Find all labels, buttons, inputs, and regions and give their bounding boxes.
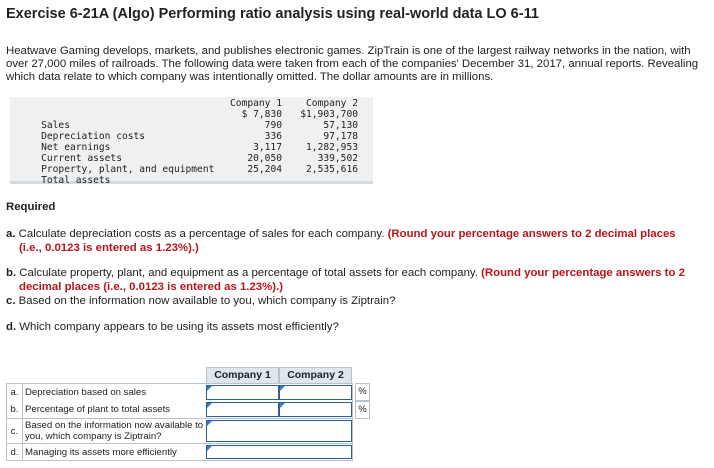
row-value: 20,050 xyxy=(247,153,282,164)
answer-grid xyxy=(6,367,368,461)
rounding-note-cont: decimal places (i.e., 0.0123 is entered as 1.23%).) xyxy=(19,280,284,293)
page-title: Exercise 6-21A (Algo) Performing ratio analysis using real-world data LO 6-11 xyxy=(6,6,539,22)
row-value: 57,130 xyxy=(323,120,358,131)
company1-depreciation-input[interactable] xyxy=(206,385,279,400)
question-letter: a. xyxy=(6,228,16,240)
company2-depreciation-input[interactable] xyxy=(279,385,352,400)
question-letter: d. xyxy=(6,321,17,333)
col1-header: Company 1 xyxy=(230,98,282,109)
rounding-note: (Round your percentage answers to 2 decimal places xyxy=(387,228,676,240)
company1-plant-input[interactable] xyxy=(206,402,279,417)
row-label: Depreciation costs xyxy=(41,130,146,142)
intro-paragraph: Heatwave Gaming develops, markets, and publishes electronic games. ZipTrain is one of the largest railway networks in the nation, with over 27,000 miles of railroads. The following data were taken from each of the companies' December 31, 2017, annual reports. Revealing which data relate to which company was intentionally omitted. The dollar amounts are in millions. xyxy=(6,45,699,84)
question-text: Calculate property, plant, and equipment as a percentage of total assets for each company. xyxy=(19,267,478,279)
answer-col2-header: Company 2 xyxy=(279,367,352,384)
company2-plant-input[interactable] xyxy=(279,402,352,417)
row-value: 336 xyxy=(264,131,282,142)
row-value: 25,204 xyxy=(247,164,282,175)
financial-data-table xyxy=(10,97,373,184)
question-c xyxy=(6,295,706,309)
required-heading: Required xyxy=(6,201,56,213)
row-label: Sales xyxy=(41,119,70,131)
col2-header: Company 2 xyxy=(306,98,358,109)
rounding-note-cont: (i.e., 0.0123 is entered as 1.23%).) xyxy=(19,241,199,254)
answer-row xyxy=(6,419,353,444)
row-label: Current assets xyxy=(41,152,122,164)
row-value: 339,502 xyxy=(317,153,358,164)
row-letter: c. xyxy=(7,419,23,443)
percent-unit: % xyxy=(355,383,370,401)
data-row xyxy=(18,165,110,198)
row-description: Depreciation based on sales xyxy=(25,387,147,398)
row-description: Percentage of plant to total assets xyxy=(25,404,171,415)
row-letter: a. xyxy=(7,384,23,401)
percent-unit: % xyxy=(355,401,370,419)
question-letter: c. xyxy=(6,295,16,307)
answer-col1-header: Company 1 xyxy=(206,367,279,384)
row-description: Based on the information now available to you, which company is Ziptrain? xyxy=(25,420,204,442)
question-text: Based on the information now available to you, which company is Ziptrain? xyxy=(18,295,396,307)
row-value: 2,535,616 xyxy=(306,164,358,175)
row-value: $1,903,700 xyxy=(300,109,358,120)
row-value: 1,282,953 xyxy=(306,142,358,153)
question-d xyxy=(6,321,706,335)
ziptrain-answer-select[interactable] xyxy=(206,420,352,442)
row-label: Property, plant, and equipment xyxy=(41,163,215,175)
question-text: Calculate depreciation costs as a percentage of sales for each company. xyxy=(18,228,385,240)
answer-row xyxy=(6,444,353,461)
efficiency-answer-select[interactable] xyxy=(206,445,352,459)
row-value: 790 xyxy=(264,120,282,131)
question-b xyxy=(6,267,706,294)
row-value: 97,178 xyxy=(323,131,358,142)
question-text: Which company appears to be using its assets most efficiently? xyxy=(19,321,339,333)
row-letter: d. xyxy=(7,444,23,460)
answer-row xyxy=(6,401,353,419)
row-label: Total assets xyxy=(41,174,111,186)
row-letter: b. xyxy=(7,401,23,418)
row-label: Net earnings xyxy=(41,141,111,153)
row-value: $ 7,830 xyxy=(241,109,282,120)
answer-row xyxy=(6,383,353,402)
row-value: 3,117 xyxy=(253,142,282,153)
question-a xyxy=(6,228,706,255)
row-description: Managing its assets more efficiently xyxy=(25,446,177,458)
question-letter: b. xyxy=(6,267,17,279)
rounding-note: (Round your percentage answers to 2 xyxy=(481,267,685,279)
